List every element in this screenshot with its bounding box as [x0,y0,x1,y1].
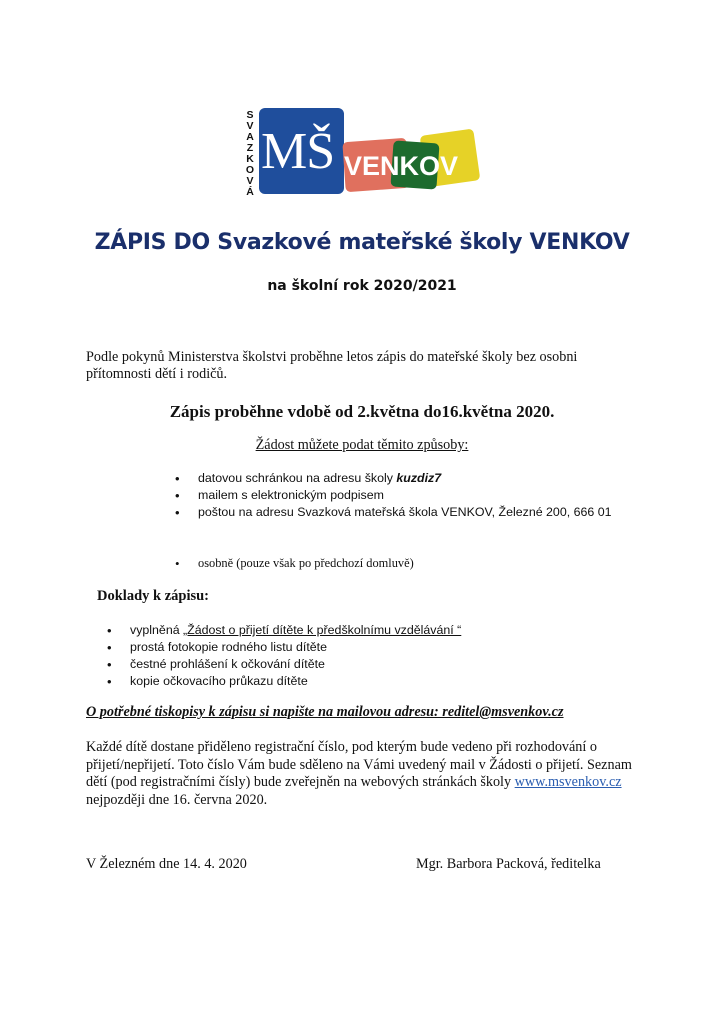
logo-letter: K [246,153,254,165]
logo-letter: O [245,164,255,176]
data-box-id: kuzdiz7 [396,471,442,485]
page-subtitle: na školní rok 2020/2021 [267,278,457,294]
list-item [175,487,675,504]
intro-paragraph: Podle pokynů Ministerstva školstvi proběhne letos zápis do mateřské školy bez osobni přítomnosti dětí i rodičů. [86,349,578,382]
logo-venkov-text: VENKOV [344,151,459,181]
logo-vertical-text [244,110,256,198]
list-item [107,622,607,639]
logo-letter: V [246,120,254,132]
school-logo [240,100,480,200]
list-item [107,656,607,673]
list-item [175,555,675,572]
list-item-text: poštou na adresu Svazková mateřská škola VENKOV, Železné 200, 666 01 [198,505,612,519]
page-title: ZÁPIS DO Svazkové mateřské školy VENKOV [94,230,630,255]
registration-suffix: nejpozději dne 16. června 2020. [86,791,268,808]
ways-heading: Žádost můžete podat těmito způsoby: [255,437,469,453]
ways-list [175,470,675,521]
logo-letter: Á [246,186,254,198]
documents-list [107,622,607,690]
registration-paragraph [86,739,646,809]
website-link[interactable]: www.msvenkov.cz [514,774,622,790]
list-item-text: datovou schránkou na adresu školy [198,471,397,485]
logo-letter: Z [246,142,254,154]
list-item [175,504,675,521]
logo-letter: V [246,175,254,187]
list-item-text: mailem s elektronickým podpisem [198,488,384,502]
list-item-text: vyplněná [130,623,184,637]
documents-heading: Doklady k zápisu: [97,588,210,604]
list-item [175,470,675,487]
mail-note: O potřebné tiskopisy k zápisu si napište na mailovou adresu: reditel@msvenkov.cz [86,704,564,720]
logo-letter: S [246,109,254,121]
signature: Mgr. Barbora Packová, ředitelka [416,856,601,872]
list-item-text: kopie očkovacího průkazu dítěte [130,674,308,688]
logo-ms-text: MŠ [261,123,335,180]
registration-text: Každé dítě dostane přiděleno registrační číslo, pod kterým bude vedeno při rozhodování o přijetí/nepřijetí. Toto číslo Vám bude sděleno na Vámi uvedený mail v Žádosti o přijetí. Seznam dětí (pod registračními čísly) bude zveřejněn na webových stránkách školy [86,739,632,790]
list-item-text: prostá fotokopie rodného listu dítěte [130,640,328,654]
list-item-text: čestné prohlášení k očkování dítěte [130,657,325,671]
logo-letter: A [246,131,254,143]
list-item [107,639,607,656]
place-date: V Železném dne 14. 4. 2020 [86,856,247,872]
application-form-link[interactable]: „Žádost o přijetí dítěte k předškolnímu vzdělávání “ [183,623,462,637]
list-item-text: osobně (pouze však po předchozí domluvě) [198,556,414,570]
enrollment-dates: Zápis proběhne vdobě od 2.května do16.května 2020. [169,402,555,421]
ways-list-extra [175,555,675,572]
list-item [107,673,607,690]
